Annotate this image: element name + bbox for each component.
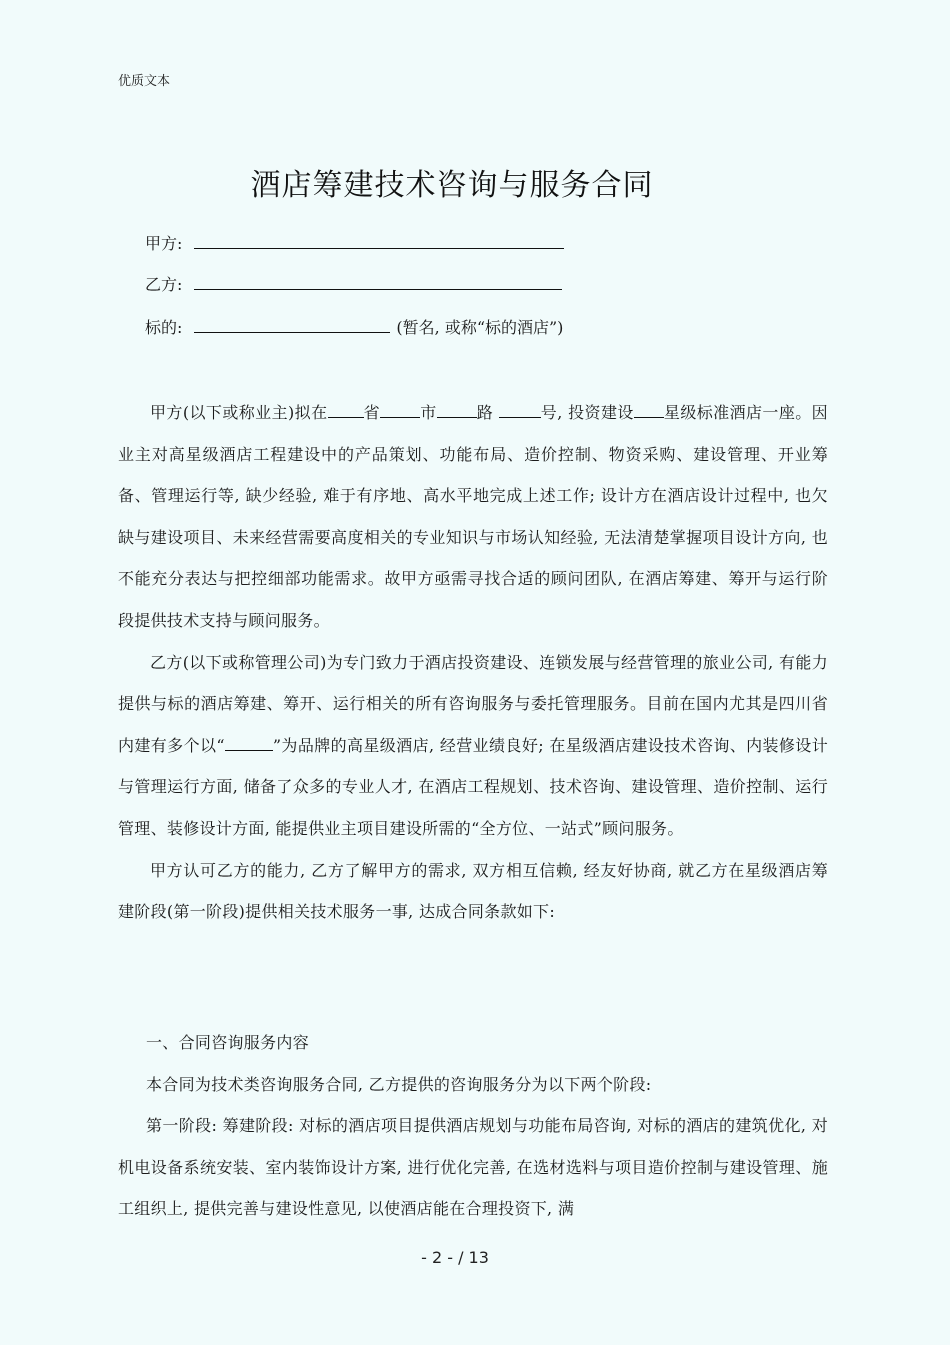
document-title: 酒店筹建技术咨询与服务合同 (250, 168, 654, 203)
road-blank (437, 402, 477, 418)
section-1-stage-1: 第一阶段: 筹建阶段: 对标的酒店项目提供酒店规划与功能布局咨询, 对标的酒店的建筑优化, 对机电设备系统安装、室内装饰设计方案, 进行优化完善, 在选材选料与项目造价控制与建设管理、施工组织上, 提供完善与建设性意见, 以使酒店能在合理投资下, 满 (118, 1116, 828, 1219)
target-note: (暂名, 或称“标的酒店”) (396, 318, 564, 337)
party-b-label: 乙方: (145, 275, 183, 294)
section-1-intro: 本合同为技术类咨询服务合同, 乙方提供的咨询服务分为以下两个阶段: (146, 1074, 652, 1094)
paragraph-2: 乙方(以下或称管理公司)为专门致力于酒店投资建设、连锁发展与经营管理的旅业公司, 有能力提供与标的酒店筹建、筹开、运行相关的所有咨询服务与委托管理服务。目前在国内尤其是四川省内建有多个以“ ”为品牌的高星级酒店, 经营业绩良好; 在星级酒店建设技术咨询、内装修设计与管理运行方面, 储备了众多的专业人才, 在酒店工程规划、技术咨询、建设管理、造价控制、运行管理、装修设计方面, 能提供业主项目建设所需的“全方位、一站式”顾问服务。 (118, 652, 829, 838)
party-a-label: 甲方: (145, 234, 183, 253)
section-1-heading: 一、合同咨询服务内容 (146, 1033, 310, 1052)
target-blank (194, 316, 390, 333)
star-blank (634, 402, 664, 418)
city-blank (380, 402, 420, 418)
party-a-line (145, 232, 564, 254)
party-b-line (145, 273, 562, 295)
target-line (145, 316, 563, 338)
page-number: - 2 - / 13 (421, 1248, 489, 1267)
brand-blank (225, 735, 273, 751)
paragraph-1: 甲方(以下或称业主)拟在 省 市 路 号, 投资建设 星级标准酒店一座。因业主对高星级酒店工程建设中的产品策划、功能布局、造价控制、物资采购、建设管理、开业筹备、管理运行等, 缺少经验, 难于有序地、高水平地完成上述工作; 设计方在酒店设计过程中, 也欠缺与建设项目、未来经营需要高度相关的专业知识与市场认知经验, 无法清楚掌握项目设计方向, 也不能充分表达与把控细部功能需求。故甲方亟需寻找合适的顾问团队, 在酒店筹建、筹开与运行阶段提供技术支持与顾问服务。 (118, 403, 828, 630)
province-blank (328, 402, 364, 418)
target-label: 标的: (145, 318, 183, 337)
number-blank (499, 402, 541, 418)
party-a-blank (194, 232, 564, 249)
preamble (118, 392, 828, 933)
paragraph-3: 甲方认可乙方的能力, 乙方了解甲方的需求, 双方相互信赖, 经友好协商, 就乙方在星级酒店筹建阶段(第一阶段)提供相关技术服务一事, 达成合同条款如下: (118, 860, 828, 922)
section-1 (118, 1022, 828, 1230)
header-tag: 优质文本 (118, 74, 171, 89)
party-b-blank (194, 273, 562, 290)
